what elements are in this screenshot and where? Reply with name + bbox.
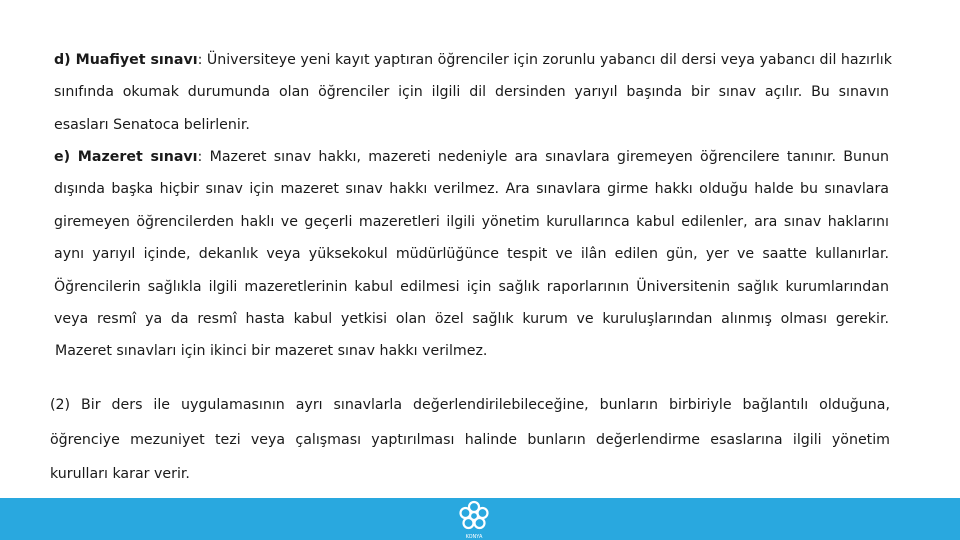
paragraph-2	[50, 388, 890, 492]
paragraph-d-muafiyet	[54, 44, 892, 141]
university-seal-icon	[450, 498, 498, 540]
university-seal-graphic	[450, 498, 498, 540]
paragraph-line: (2) Bir ders ile uygulamasının ayrı sınavlarla değerlendirilebileceğine, bunların birbiriyle bağlantılı olduğuna,	[50, 397, 890, 413]
paragraph-line: dışında başka hiçbir sınav için mazeret sınav hakkı verilmez. Ara sınavlara girme hakkı olduğu halde bu sınavlara	[54, 181, 889, 198]
paragraph-line: Öğrencilerin sağlıkla ilgili mazeretlerinin kabul edilmesi için sağlık raporlarının Üniversitenin sağlık kurumlarından	[54, 278, 889, 295]
paragraph-line: öğrenciye mezuniyet tezi veya çalışması yaptırılması halinde bunların değerlendirme esaslarına ilgili yönetim	[50, 431, 890, 448]
paragraph-heading: e) Mazeret sınavı	[54, 149, 198, 165]
logo-text: KONYA	[465, 534, 483, 540]
paragraph-line: d) Muafiyet sınavı: Üniversiteye yeni kayıt yaptıran öğrenciler için zorunlu yabancı dil dersi veya yabancı dil hazırlık	[54, 52, 892, 68]
paragraph-line: veya resmî ya da resmî hasta kabul yetkisi olan özel sağlık kurum ve kuruluşlarından alınmış olması gerekir.	[54, 311, 889, 328]
paragraph-heading: d) Muafiyet sınavı	[54, 52, 198, 68]
paragraph-line: e) Mazeret sınavı: Mazeret sınav hakkı, mazereti nedeniyle ara sınavlara giremeyen öğrencilere tanınır. Bunun	[54, 149, 890, 165]
paragraph-line: kurulları karar verir.	[50, 466, 190, 482]
paragraph-e-mazeret	[54, 141, 889, 368]
paragraph-line: sınıfında okumak durumunda olan öğrenciler için ilgili dil dersinden yarıyıl başında bir sınav açılır. Bu sınavın	[54, 84, 889, 101]
paragraph-line: Mazeret sınavları için ikinci bir mazeret sınav hakkı verilmez.	[55, 343, 488, 360]
paragraph-line: giremeyen öğrencilerden haklı ve geçerli mazeretleri ilgili yönetim kurullarınca kabul edilenler, ara sınav haklarını	[54, 213, 889, 230]
paragraph-line: aynı yarıyıl içinde, dekanlık veya yüksekokul müdürlüğünce tespit ve ilân edilen gün, yer ve saatte kullanırlar.	[54, 246, 889, 263]
paragraph-line: esasları Senatoca belirlenir.	[54, 116, 250, 133]
